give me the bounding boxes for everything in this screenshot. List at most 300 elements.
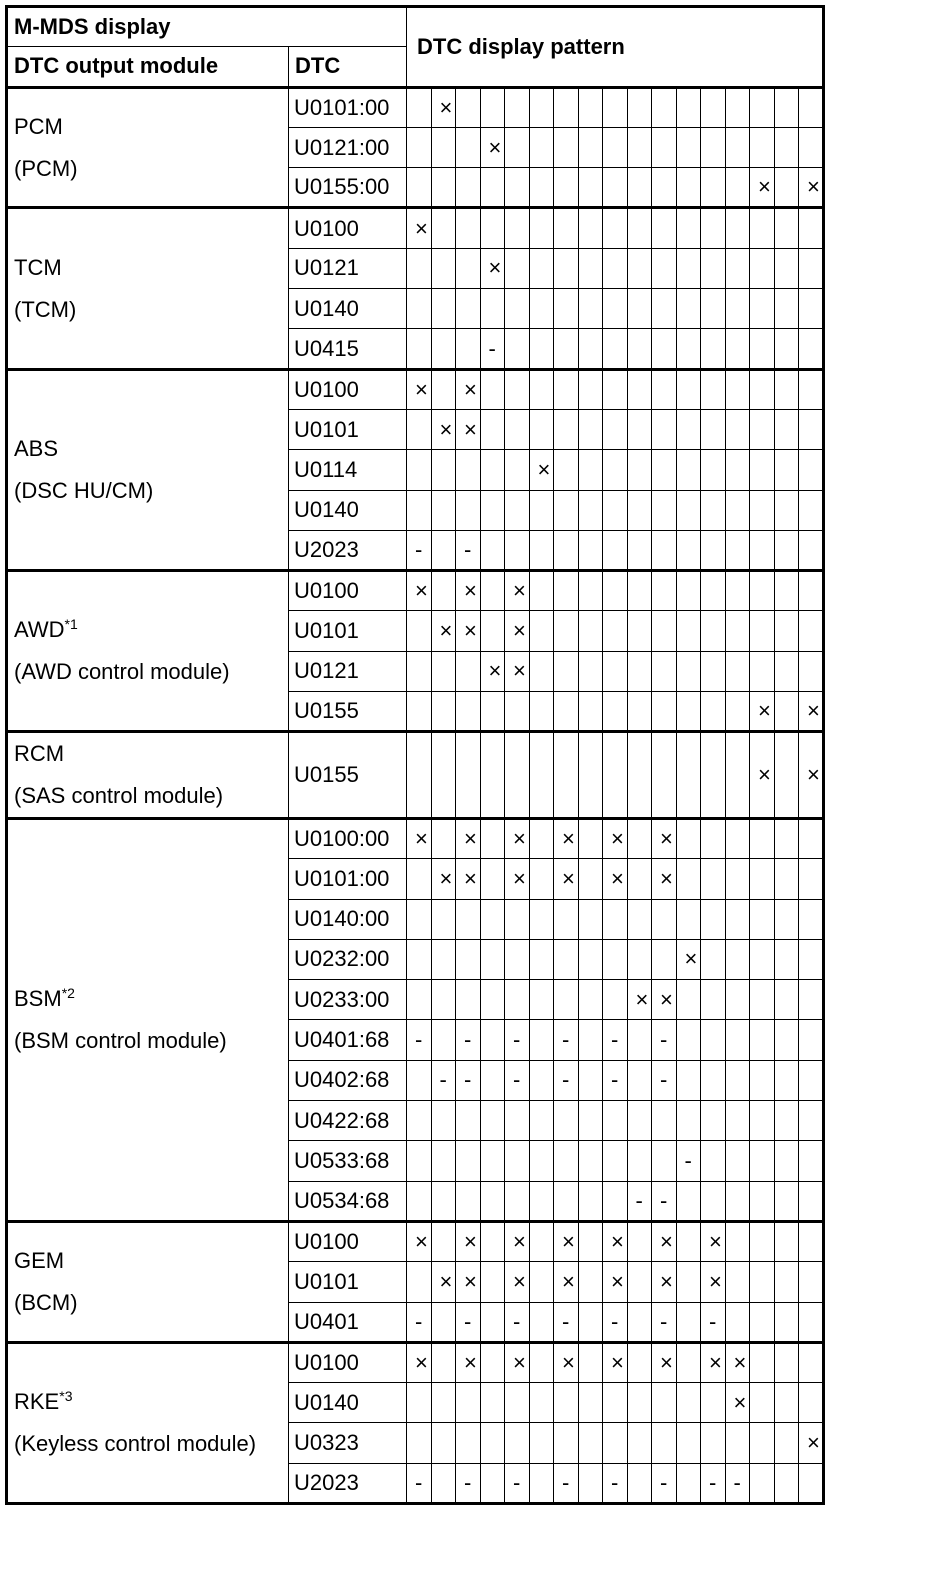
pattern-cell <box>627 208 652 248</box>
pattern-cell <box>554 530 579 570</box>
pattern-cell <box>701 409 726 449</box>
pattern-cell <box>578 1463 603 1503</box>
pattern-cell <box>554 692 579 732</box>
pattern-cell: × <box>456 1262 481 1302</box>
module-name-text: RCM <box>14 741 65 767</box>
module-name <box>14 106 288 148</box>
pattern-cell <box>676 450 701 490</box>
pattern-cell <box>652 1101 677 1141</box>
pattern-cell <box>505 692 530 732</box>
pattern-cell <box>578 369 603 409</box>
pattern-cell <box>627 1141 652 1181</box>
pattern-cell <box>431 530 456 570</box>
pattern-cell: - <box>407 530 432 570</box>
pattern-cell <box>799 1020 824 1060</box>
pattern-cell <box>627 859 652 899</box>
pattern-cell <box>578 939 603 979</box>
pattern-cell <box>725 450 750 490</box>
dtc-code-cell: U0155 <box>289 692 407 732</box>
dtc-code-cell: U0140 <box>289 1383 407 1423</box>
pattern-cell <box>480 1302 505 1342</box>
pattern-cell: × <box>750 168 775 208</box>
pattern-cell <box>652 571 677 611</box>
pattern-cell <box>529 1423 554 1463</box>
pattern-cell <box>799 939 824 979</box>
pattern-cell <box>676 1020 701 1060</box>
pattern-cell: - <box>456 1060 481 1100</box>
pattern-cell <box>701 87 726 127</box>
pattern-cell <box>480 1101 505 1141</box>
pattern-cell: × <box>407 1221 432 1261</box>
pattern-cell <box>652 168 677 208</box>
pattern-cell <box>701 168 726 208</box>
pattern-cell <box>750 651 775 691</box>
pattern-cell: × <box>505 1221 530 1261</box>
pattern-cell: - <box>603 1020 628 1060</box>
pattern-cell: × <box>652 818 677 858</box>
pattern-cell <box>431 692 456 732</box>
pattern-cell <box>505 1141 530 1181</box>
pattern-cell <box>627 289 652 329</box>
pattern-cell <box>456 1101 481 1141</box>
pattern-cell <box>603 490 628 530</box>
pattern-cell <box>480 1060 505 1100</box>
pattern-cell <box>603 450 628 490</box>
pattern-cell <box>554 490 579 530</box>
pattern-cell <box>652 329 677 369</box>
pattern-cell <box>505 732 530 819</box>
dtc-code-cell: U0100 <box>289 369 407 409</box>
pattern-cell <box>529 409 554 449</box>
pattern-cell <box>799 1221 824 1261</box>
pattern-cell <box>554 289 579 329</box>
header-row-1 <box>7 7 824 47</box>
pattern-cell <box>480 87 505 127</box>
pattern-cell <box>774 1383 799 1423</box>
pattern-cell <box>431 1383 456 1423</box>
pattern-cell <box>529 732 554 819</box>
pattern-cell <box>701 1141 726 1181</box>
pattern-cell <box>799 1302 824 1342</box>
pattern-cell <box>627 1302 652 1342</box>
pattern-cell: × <box>505 611 530 651</box>
pattern-cell: × <box>407 369 432 409</box>
pattern-cell <box>480 692 505 732</box>
pattern-cell <box>750 571 775 611</box>
dtc-code-cell: U0155 <box>289 732 407 819</box>
pattern-cell <box>578 1020 603 1060</box>
pattern-cell <box>431 1020 456 1060</box>
pattern-cell <box>603 248 628 288</box>
pattern-cell <box>774 939 799 979</box>
pattern-cell: × <box>652 1342 677 1382</box>
pattern-cell <box>603 168 628 208</box>
pattern-cell: × <box>456 409 481 449</box>
pattern-cell <box>799 571 824 611</box>
pattern-cell <box>774 899 799 939</box>
pattern-cell: - <box>505 1463 530 1503</box>
pattern-cell <box>799 818 824 858</box>
pattern-cell <box>701 490 726 530</box>
pattern-cell <box>725 1101 750 1141</box>
pattern-cell <box>480 369 505 409</box>
pattern-cell <box>750 1342 775 1382</box>
pattern-cell <box>652 611 677 651</box>
pattern-cell <box>431 939 456 979</box>
pattern-cell <box>676 530 701 570</box>
dtc-code-cell: U0401:68 <box>289 1020 407 1060</box>
pattern-cell <box>578 1221 603 1261</box>
pattern-cell <box>603 127 628 167</box>
table-row <box>7 732 824 819</box>
pattern-cell: × <box>407 571 432 611</box>
dtc-code-cell: U0323 <box>289 1423 407 1463</box>
pattern-cell <box>603 208 628 248</box>
pattern-cell <box>431 1463 456 1503</box>
pattern-cell <box>480 732 505 819</box>
pattern-cell <box>603 692 628 732</box>
pattern-cell: × <box>652 1221 677 1261</box>
pattern-cell <box>627 939 652 979</box>
pattern-cell <box>529 1181 554 1221</box>
pattern-cell <box>676 899 701 939</box>
pattern-cell <box>725 87 750 127</box>
pattern-cell <box>774 248 799 288</box>
pattern-cell <box>529 1101 554 1141</box>
pattern-cell <box>652 1383 677 1423</box>
pattern-cell: × <box>480 651 505 691</box>
pattern-cell <box>407 1141 432 1181</box>
dtc-code-cell: U0233:00 <box>289 980 407 1020</box>
pattern-cell <box>603 369 628 409</box>
pattern-cell <box>456 87 481 127</box>
pattern-cell <box>774 1463 799 1503</box>
pattern-cell <box>701 1101 726 1141</box>
pattern-cell <box>652 289 677 329</box>
pattern-cell <box>480 1342 505 1382</box>
pattern-cell <box>529 571 554 611</box>
pattern-cell: - <box>456 1302 481 1342</box>
pattern-cell: × <box>701 1221 726 1261</box>
pattern-cell <box>431 1302 456 1342</box>
pattern-cell <box>578 530 603 570</box>
pattern-cell <box>701 369 726 409</box>
pattern-cell <box>725 939 750 979</box>
pattern-cell: × <box>603 1342 628 1382</box>
pattern-cell <box>431 289 456 329</box>
pattern-cell <box>750 127 775 167</box>
pattern-cell <box>529 651 554 691</box>
dtc-code-cell: U0533:68 <box>289 1141 407 1181</box>
pattern-cell: - <box>676 1141 701 1181</box>
pattern-cell <box>774 1020 799 1060</box>
dtc-code-cell: U0100:00 <box>289 818 407 858</box>
pattern-cell: - <box>407 1302 432 1342</box>
dtc-code-cell: U0534:68 <box>289 1181 407 1221</box>
module-description: (TCM) <box>14 296 77 322</box>
pattern-cell <box>750 450 775 490</box>
pattern-cell <box>456 980 481 1020</box>
pattern-cell <box>676 490 701 530</box>
pattern-cell <box>750 939 775 979</box>
pattern-cell <box>431 490 456 530</box>
pattern-cell <box>456 490 481 530</box>
pattern-cell: - <box>505 1060 530 1100</box>
pattern-cell: - <box>627 1181 652 1221</box>
pattern-cell <box>603 1141 628 1181</box>
pattern-cell <box>750 818 775 858</box>
pattern-cell: × <box>529 450 554 490</box>
pattern-cell: × <box>480 248 505 288</box>
pattern-cell <box>725 732 750 819</box>
pattern-cell: × <box>456 1342 481 1382</box>
pattern-cell <box>480 1181 505 1221</box>
pattern-cell <box>480 1141 505 1181</box>
pattern-cell <box>750 289 775 329</box>
dtc-code-cell: U0140:00 <box>289 899 407 939</box>
pattern-cell <box>676 1060 701 1100</box>
pattern-cell <box>554 1383 579 1423</box>
pattern-cell <box>652 1141 677 1181</box>
pattern-cell: × <box>505 1262 530 1302</box>
pattern-cell <box>627 899 652 939</box>
pattern-cell <box>750 1463 775 1503</box>
pattern-cell <box>480 1221 505 1261</box>
dtc-code-cell: U0121:00 <box>289 127 407 167</box>
pattern-cell <box>774 1101 799 1141</box>
pattern-cell: - <box>505 1302 530 1342</box>
module-name <box>14 733 288 775</box>
pattern-cell: × <box>554 1262 579 1302</box>
table-row <box>7 1221 824 1261</box>
pattern-cell <box>407 1181 432 1221</box>
dtc-code-cell: U0100 <box>289 1342 407 1382</box>
pattern-cell <box>725 1262 750 1302</box>
dtc-code-cell: U0121 <box>289 651 407 691</box>
pattern-cell <box>431 651 456 691</box>
pattern-cell <box>554 651 579 691</box>
pattern-cell <box>554 899 579 939</box>
pattern-cell <box>456 732 481 819</box>
pattern-cell <box>627 168 652 208</box>
pattern-cell <box>480 611 505 651</box>
module-cell <box>7 818 289 1221</box>
pattern-cell <box>750 859 775 899</box>
pattern-cell <box>627 1423 652 1463</box>
module-name-text: GEM <box>14 1248 65 1274</box>
pattern-cell <box>431 1181 456 1221</box>
pattern-cell <box>676 1463 701 1503</box>
pattern-cell <box>407 127 432 167</box>
pattern-cell <box>725 490 750 530</box>
pattern-cell <box>431 732 456 819</box>
pattern-cell <box>431 980 456 1020</box>
pattern-cell: - <box>456 1020 481 1060</box>
pattern-cell <box>676 980 701 1020</box>
pattern-cell: × <box>505 651 530 691</box>
pattern-cell <box>750 1181 775 1221</box>
pattern-cell <box>676 87 701 127</box>
pattern-cell <box>529 329 554 369</box>
pattern-cell <box>431 1221 456 1261</box>
pattern-cell <box>456 1181 481 1221</box>
dtc-display-pattern-header: DTC display pattern <box>407 7 824 88</box>
pattern-cell <box>407 980 432 1020</box>
dtc-output-module-header: DTC output module <box>7 47 289 87</box>
pattern-cell: × <box>431 87 456 127</box>
pattern-cell <box>554 369 579 409</box>
pattern-cell <box>725 611 750 651</box>
pattern-cell: × <box>652 980 677 1020</box>
pattern-cell: × <box>505 818 530 858</box>
pattern-cell <box>799 248 824 288</box>
pattern-cell <box>529 1302 554 1342</box>
pattern-cell <box>480 490 505 530</box>
pattern-cell <box>529 530 554 570</box>
pattern-cell <box>799 611 824 651</box>
pattern-cell <box>799 450 824 490</box>
pattern-cell <box>578 571 603 611</box>
pattern-cell <box>554 611 579 651</box>
pattern-cell <box>750 248 775 288</box>
pattern-cell <box>456 248 481 288</box>
pattern-cell: - <box>456 1463 481 1503</box>
pattern-cell <box>603 899 628 939</box>
pattern-cell: - <box>480 329 505 369</box>
module-description: (BSM control module) <box>14 1027 227 1053</box>
module-name <box>14 978 288 1020</box>
pattern-cell <box>578 289 603 329</box>
pattern-cell <box>750 611 775 651</box>
pattern-cell <box>799 87 824 127</box>
pattern-cell <box>529 611 554 651</box>
pattern-cell <box>554 87 579 127</box>
pattern-cell: - <box>554 1020 579 1060</box>
pattern-cell <box>774 651 799 691</box>
pattern-cell: × <box>725 1342 750 1382</box>
pattern-cell <box>480 168 505 208</box>
pattern-cell: - <box>407 1020 432 1060</box>
pattern-cell <box>774 980 799 1020</box>
pattern-cell <box>505 530 530 570</box>
pattern-cell <box>799 127 824 167</box>
pattern-cell <box>701 1181 726 1221</box>
pattern-cell <box>725 168 750 208</box>
pattern-cell <box>407 490 432 530</box>
pattern-cell <box>725 651 750 691</box>
pattern-cell <box>701 127 726 167</box>
pattern-cell: × <box>456 571 481 611</box>
dtc-code-cell: U0114 <box>289 450 407 490</box>
pattern-cell <box>799 530 824 570</box>
pattern-cell <box>725 208 750 248</box>
pattern-cell <box>774 208 799 248</box>
pattern-cell <box>480 571 505 611</box>
pattern-cell: × <box>799 732 824 819</box>
pattern-cell <box>627 1463 652 1503</box>
pattern-cell <box>627 530 652 570</box>
dtc-code-cell: U2023 <box>289 530 407 570</box>
pattern-cell <box>676 369 701 409</box>
pattern-cell <box>603 980 628 1020</box>
pattern-cell <box>750 1302 775 1342</box>
pattern-cell: × <box>652 859 677 899</box>
module-name-text: TCM <box>14 254 62 280</box>
pattern-cell: × <box>456 859 481 899</box>
pattern-cell <box>529 127 554 167</box>
pattern-cell <box>701 530 726 570</box>
pattern-cell <box>554 329 579 369</box>
pattern-cell <box>774 1221 799 1261</box>
pattern-cell <box>505 289 530 329</box>
pattern-cell <box>407 409 432 449</box>
pattern-cell <box>750 1141 775 1181</box>
dtc-header: DTC <box>289 47 407 87</box>
pattern-cell <box>627 1221 652 1261</box>
pattern-cell <box>407 289 432 329</box>
pattern-cell <box>701 1383 726 1423</box>
pattern-cell: - <box>456 530 481 570</box>
footnote-marker: *2 <box>61 985 75 1002</box>
pattern-cell: × <box>603 818 628 858</box>
pattern-cell <box>407 692 432 732</box>
pattern-cell <box>480 289 505 329</box>
pattern-cell <box>431 127 456 167</box>
pattern-cell <box>480 409 505 449</box>
dtc-table-container <box>5 5 825 1505</box>
module-description: (DSC HU/CM) <box>14 477 154 503</box>
pattern-cell <box>725 248 750 288</box>
pattern-cell <box>799 1141 824 1181</box>
pattern-cell <box>480 899 505 939</box>
pattern-cell <box>554 127 579 167</box>
pattern-cell <box>407 329 432 369</box>
pattern-cell <box>750 1020 775 1060</box>
pattern-cell <box>578 980 603 1020</box>
pattern-cell <box>529 248 554 288</box>
pattern-cell <box>505 1101 530 1141</box>
module-name-text: RKE <box>14 1389 60 1415</box>
mmds-display-header: M-MDS display <box>7 7 407 47</box>
pattern-cell: - <box>652 1302 677 1342</box>
pattern-cell <box>603 571 628 611</box>
pattern-cell <box>701 859 726 899</box>
pattern-cell <box>603 1181 628 1221</box>
dtc-code-cell: U0155:00 <box>289 168 407 208</box>
pattern-cell <box>456 1423 481 1463</box>
pattern-cell <box>578 732 603 819</box>
pattern-cell <box>407 1262 432 1302</box>
pattern-cell <box>407 168 432 208</box>
pattern-cell <box>603 1101 628 1141</box>
pattern-cell <box>627 1020 652 1060</box>
pattern-cell: - <box>652 1020 677 1060</box>
pattern-cell <box>774 1060 799 1100</box>
pattern-cell <box>725 1302 750 1342</box>
pattern-cell <box>750 1060 775 1100</box>
pattern-cell <box>676 1342 701 1382</box>
pattern-cell <box>799 1463 824 1503</box>
pattern-cell <box>627 409 652 449</box>
pattern-cell <box>627 611 652 651</box>
pattern-cell <box>725 571 750 611</box>
pattern-cell <box>774 168 799 208</box>
pattern-cell <box>701 1060 726 1100</box>
pattern-cell <box>578 329 603 369</box>
pattern-cell <box>407 450 432 490</box>
pattern-cell <box>529 899 554 939</box>
pattern-cell <box>456 329 481 369</box>
